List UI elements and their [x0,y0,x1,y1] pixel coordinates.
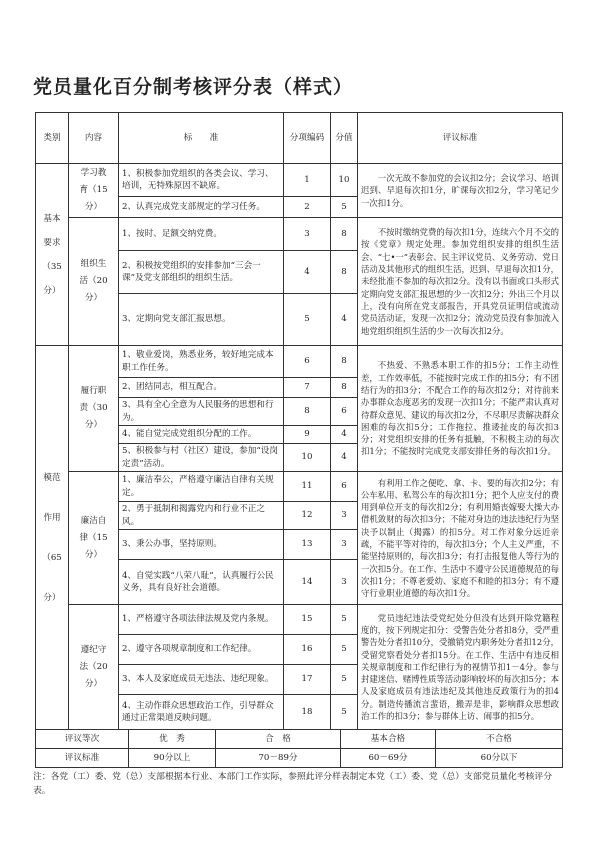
item-code: 13 [284,530,331,560]
item-code: 2 [284,197,331,218]
item-code: 5 [284,294,331,346]
item-code: 8 [284,398,331,426]
table-row [36,164,563,197]
item-score: 8 [331,378,358,398]
category-cell: 基本要求（35分） [36,164,69,346]
header-content: 内容 [69,113,119,164]
item-code: 15 [284,605,331,635]
table-row [36,472,563,502]
item-code: 11 [284,472,331,502]
standard-item: 3、定期向党支部汇报思想。 [119,294,284,346]
group-label: 廉洁自律（15分） [69,472,119,605]
item-code: 14 [284,560,331,605]
group-label: 组织生活（20分） [69,218,119,346]
item-code: 7 [284,378,331,398]
standard-item: 4、能自觉完成党组织分配的工作。 [119,426,284,444]
header-code: 分项编码 [284,113,331,164]
item-score: 8 [331,251,358,294]
item-score: 5 [331,665,358,695]
standard-item: 1、积极参加党组织的各类会议、学习、培训，无特殊原因不缺席。 [119,164,284,197]
item-code: 9 [284,426,331,444]
page-title: 党员量化百分制考核评分表（样式） [33,76,354,98]
item-score: 3 [331,530,358,560]
grade-standard: 60－69分 [341,749,436,768]
standard-item: 1、按时、足额交纳党费。 [119,218,284,251]
item-score: 3 [331,502,358,530]
standard-item: 5、积极参与村（社区）建设，参加“设岗定责”活动。 [119,444,284,472]
standard-item: 2、认真完成党支部规定的学习任务。 [119,197,284,218]
item-score: 5 [331,605,358,635]
score-table [35,112,563,730]
header-score: 分值 [331,113,358,164]
judge-criteria: 有利用工作之便吃、拿、卡、要的每次扣2分；有公车私用、私驾公车的每次扣1分；把个人应支付的费用到单位开支的每次扣2分；有利用婚丧嫁娶大操大办借机敛财的每次扣3分；不能对身边的违法违纪行为坚决予以制止（揭露）的扣5分。对工作对象分远近亲疏，不能平等对待的，每次扣3分；个人主义严重，不能坚持原则的，每次扣3分；有打击报复他人等行为的一次扣5分。在工作、生活中不遵守公民道德规范的每次扣1分；不尊老爱幼、家庭不和睦的扣3分；有不遵守行业职业道德的每次扣1分。 [358,472,563,605]
header-standard: 标 准 [119,113,284,164]
item-score: 10 [331,164,358,197]
footnote: 注：各党（工）委、党（总）支部根据本行业、本部门工作实际，参照此评分样表制定本党（工）委、党（总）支部党员量化考核评分表。 [33,772,553,796]
group-label: 履行职责（30分） [69,346,119,472]
item-code: 17 [284,665,331,695]
item-code: 4 [284,251,331,294]
grade-level: 优 秀 [129,730,216,749]
standard-item: 2、勇于抵制和揭露党内和行业不正之风。 [119,502,284,530]
standard-item: 3、秉公办事，坚持原则。 [119,530,284,560]
standard-item: 1、敬业爱岗，熟悉业务，较好地完成本职工作任务。 [119,346,284,378]
standard-item: 4、主动作群众思想政治工作，引导群众通过正常渠道反映问题。 [119,695,284,730]
item-score: 6 [331,472,358,502]
item-code: 18 [284,695,331,730]
grade-level: 基本合格 [341,730,436,749]
header-judge: 评议标准 [358,113,563,164]
judge-criteria: 党员违纪违法受党纪处分但没有达到开除党籍程度的，按下列规定扣分：受警告处分者扣8分，受严重警告处分者扣10分，受撤销党内职务处分者扣12分，受留党察看处分者扣15分。在工作、生活中有违反相关规章制度和工作纪律行为的视情节扣1－4分。参与封建迷信、赌博性质等活动影响较坏的每次扣5分；本人及家庭成员有违法违纪及其他违反政策行为的扣4分。制造传播流言蜚语，搬弄是非，影响群众思想政治工作的扣3分；参与群体上访、闹事的扣5分。 [358,605,563,730]
standard-item: 1、廉洁奉公，严格遵守廉洁自律有关规定。 [119,472,284,502]
standard-item: 3、本人及家庭成员无违法、违纪现象。 [119,665,284,695]
item-code: 12 [284,502,331,530]
item-score: 4 [331,294,358,346]
judge-criteria: 不按时缴纳党费的每次扣1分，连续六个月不交的按《党章》规定处理。参加党组织安排的组织生活会、“七•一”表彰会、民主评议党员、义务劳动、党日活动及其他形式的组织生活，迟到、早退每次扣1分，未经批准不参加的每次扣2分。没有以书面或口头形式定期向党支部汇报思想的少一次扣2分；外出三个月以上，没有向所在党支部报告，开具党员证明信或流动党员活动证，发现一次扣2分；流动党员没有参加流入地党组织组织生活的少一次每次扣2分。 [358,218,563,346]
item-score: 4 [331,426,358,444]
item-code: 10 [284,444,331,472]
item-code: 6 [284,346,331,378]
item-score: 5 [331,695,358,730]
grade-standard: 90分以上 [129,749,216,768]
grade-standard: 70－89分 [216,749,341,768]
table-row [36,346,563,378]
table-row [36,218,563,251]
item-score: 8 [331,218,358,251]
standard-item: 3、具有全心全意为人民服务的思想和行为。 [119,398,284,426]
group-label: 学习教育（15分） [69,164,119,218]
item-score: 3 [331,560,358,605]
grade-level-row [36,730,563,749]
grade-table [35,729,563,768]
standard-item: 2、遵守各项规章制度和工作纪律。 [119,635,284,665]
table-header [36,113,563,164]
grade-standard: 60分以下 [436,749,563,768]
grade-level: 合 格 [216,730,341,749]
item-score: 5 [331,635,358,665]
grade-level-label: 评议等次 [36,730,129,749]
item-code: 16 [284,635,331,665]
table-row [36,605,563,635]
item-code: 3 [284,218,331,251]
judge-criteria: 一次无故不参加党的会议扣2分；会议学习、培训迟到、早退每次扣1分，旷课每次扣2分，学习笔记少一次扣1分。 [358,164,563,218]
item-code: 1 [284,164,331,197]
item-score: 5 [331,197,358,218]
judge-criteria: 不热爱、不熟悉本职工作的扣5分；工作主动性差，工作效率低，不能按时完成工作的扣5分；有不团结行为的扣3分；不配合工作的每次扣2分；对待前来办事群众态度恶劣的发现一次扣1分；不能严肃认真对待群众意见、建议的每次扣2分，不尽职尽责解决群众困难的每次扣5分；工作拖拉、推诿扯皮的每次扣3分；对党组织安排的任务有抵触，不积极主动的每次扣1分；不能按时完成党支部安排任务的每次扣1分。 [358,346,563,472]
standard-item: 1、严格遵守各项法律法规及党内条规。 [119,605,284,635]
group-label: 遵纪守法（20分） [69,605,119,730]
header-category: 类别 [36,113,69,164]
category-cell: 模范作用（65分） [36,346,69,730]
standard-item: 4、自觉实践“八荣八耻”，认真履行公民义务，具有良好社会道德。 [119,560,284,605]
form-body [35,112,563,798]
grade-level: 不合格 [436,730,563,749]
item-score: 4 [331,444,358,472]
grade-standard-label: 评议标准 [36,749,129,768]
grade-standard-row [36,749,563,768]
item-score: 6 [331,398,358,426]
item-score: 8 [331,346,358,378]
standard-item: 2、团结同志，相互配合。 [119,378,284,398]
standard-item: 2、积极按党组织的安排参加“三会一课”及党支部组织的组织生活。 [119,251,284,294]
